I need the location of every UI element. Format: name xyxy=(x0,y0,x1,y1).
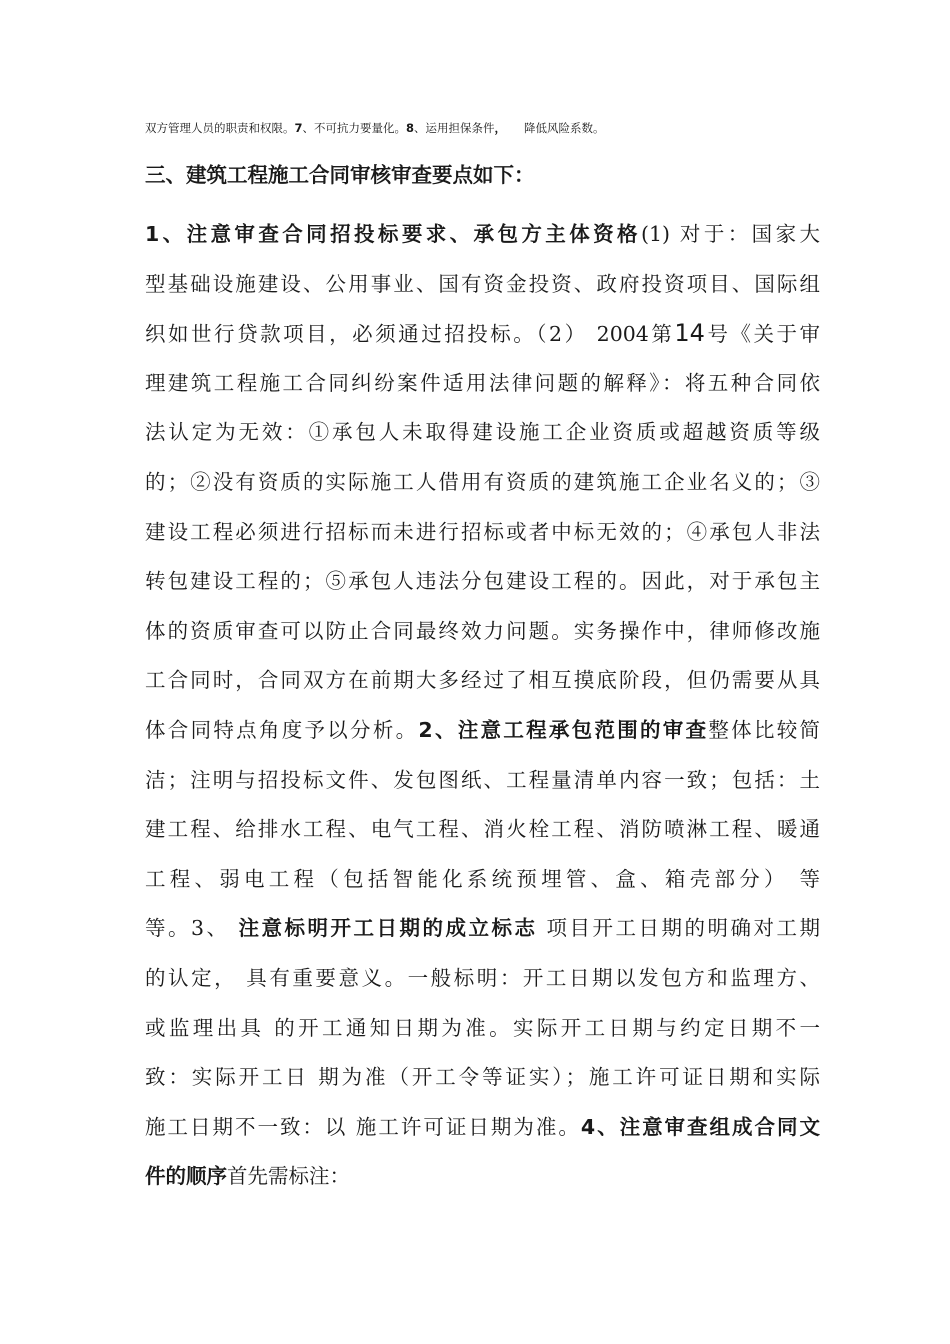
text-line-13: 建工程、给排水工程、电气工程、消火栓工程、消防喷淋工程、暖通 xyxy=(145,817,820,842)
subheading-2: 2、注意工程承包范围的审查 xyxy=(418,717,709,742)
top-num-7: 7 xyxy=(294,121,303,135)
top-comma: ， xyxy=(494,121,507,135)
text-line-6: 的；②没有资质的实际施工人借用有资质的建筑施工企业名义的；③ xyxy=(145,469,820,494)
text-line-2: 型基础设施建设、公用事业、国有资金投资、政府投资项目、国际组 xyxy=(145,271,820,296)
text-line-10: 工合同时，合同双方在前期大多经过了相互摸底阶段，但仍需要从具 xyxy=(145,668,820,693)
top-text-a: 双方管理人员的职责和权限。 xyxy=(145,121,295,135)
text-line-8: 转包建设工程的；⑤承包人违法分包建设工程的。因此，对于承包主 xyxy=(145,569,820,594)
text-line-7: 建设工程必须进行招标而未进行招标或者中标无效的；④承包人非法 xyxy=(145,519,820,544)
text-line-14: 工程、弱电工程（包括智能化系统预埋管、盒、箱壳部分） 等 xyxy=(145,866,820,891)
text-line-9: 体的资质审查可以防止合同最终效力问题。实务操作中，律师修改施 xyxy=(145,618,820,643)
text-line-20: 件的顺序首先需标注： xyxy=(145,1164,350,1189)
text-line-18: 致：实际开工日 期为准（开工令等证实）；施工许可证日期和实际 xyxy=(145,1065,820,1090)
text-line-16: 的认定， 具有重要意义。一般标明：开工日期以发包方和监理方、 xyxy=(145,965,820,990)
text-line-4: 理建筑工程施工合同纠纷案件适用法律问题的解释》：将五种合同依 xyxy=(145,370,820,395)
section-heading: 三、建筑工程施工合同审核审查要点如下： xyxy=(145,163,535,187)
top-num-8: 8 xyxy=(406,121,415,135)
text-line-15: 等。3、 注意标明开工日期的成立标志 项目开工日期的明确对工期 xyxy=(145,916,821,941)
subheading-3: 注意标明开工日期的成立标志 xyxy=(238,916,538,941)
body-paragraph xyxy=(145,210,820,1202)
text-line-5: 法认定为无效：①承包人未取得建设施工企业资质或超越资质等级 xyxy=(145,420,820,445)
text-line-11: 体合同特点角度予以分析。2、注意工程承包范围的审查整体比较简 xyxy=(145,717,821,742)
text-line-3: 织如世行贷款项目，必须通过招投标。（2） 2004第14号《关于审 xyxy=(145,319,821,348)
subheading-1: 1、注意审查合同招投标要求、承包方主体资格 xyxy=(145,222,641,246)
text-line-17: 或监理出具 的开工通知日期为准。实际开工日期与约定日期不一 xyxy=(145,1015,820,1040)
subheading-4: 4、注意审查组成合同文 xyxy=(580,1114,820,1139)
top-text-g: 降低风险系数。 xyxy=(524,121,605,135)
top-text-e: 、运用担保条件 xyxy=(414,121,495,135)
text-line-19: 施工日期不一致：以 施工许可证日期为准。4、注意审查组成合同文 xyxy=(145,1114,820,1139)
top-partial-line xyxy=(145,120,845,136)
text-line-12: 洁；注明与招投标文件、发包图纸、工程量清单内容一致；包括：土 xyxy=(145,767,820,792)
top-text-c: 、不可抗力要量化。 xyxy=(302,121,407,135)
subheading-4-cont: 件的顺序 xyxy=(145,1164,227,1189)
text-line-1: 1、注意审查合同招投标要求、承包方主体资格(1) 对于：国家大 xyxy=(145,222,820,246)
